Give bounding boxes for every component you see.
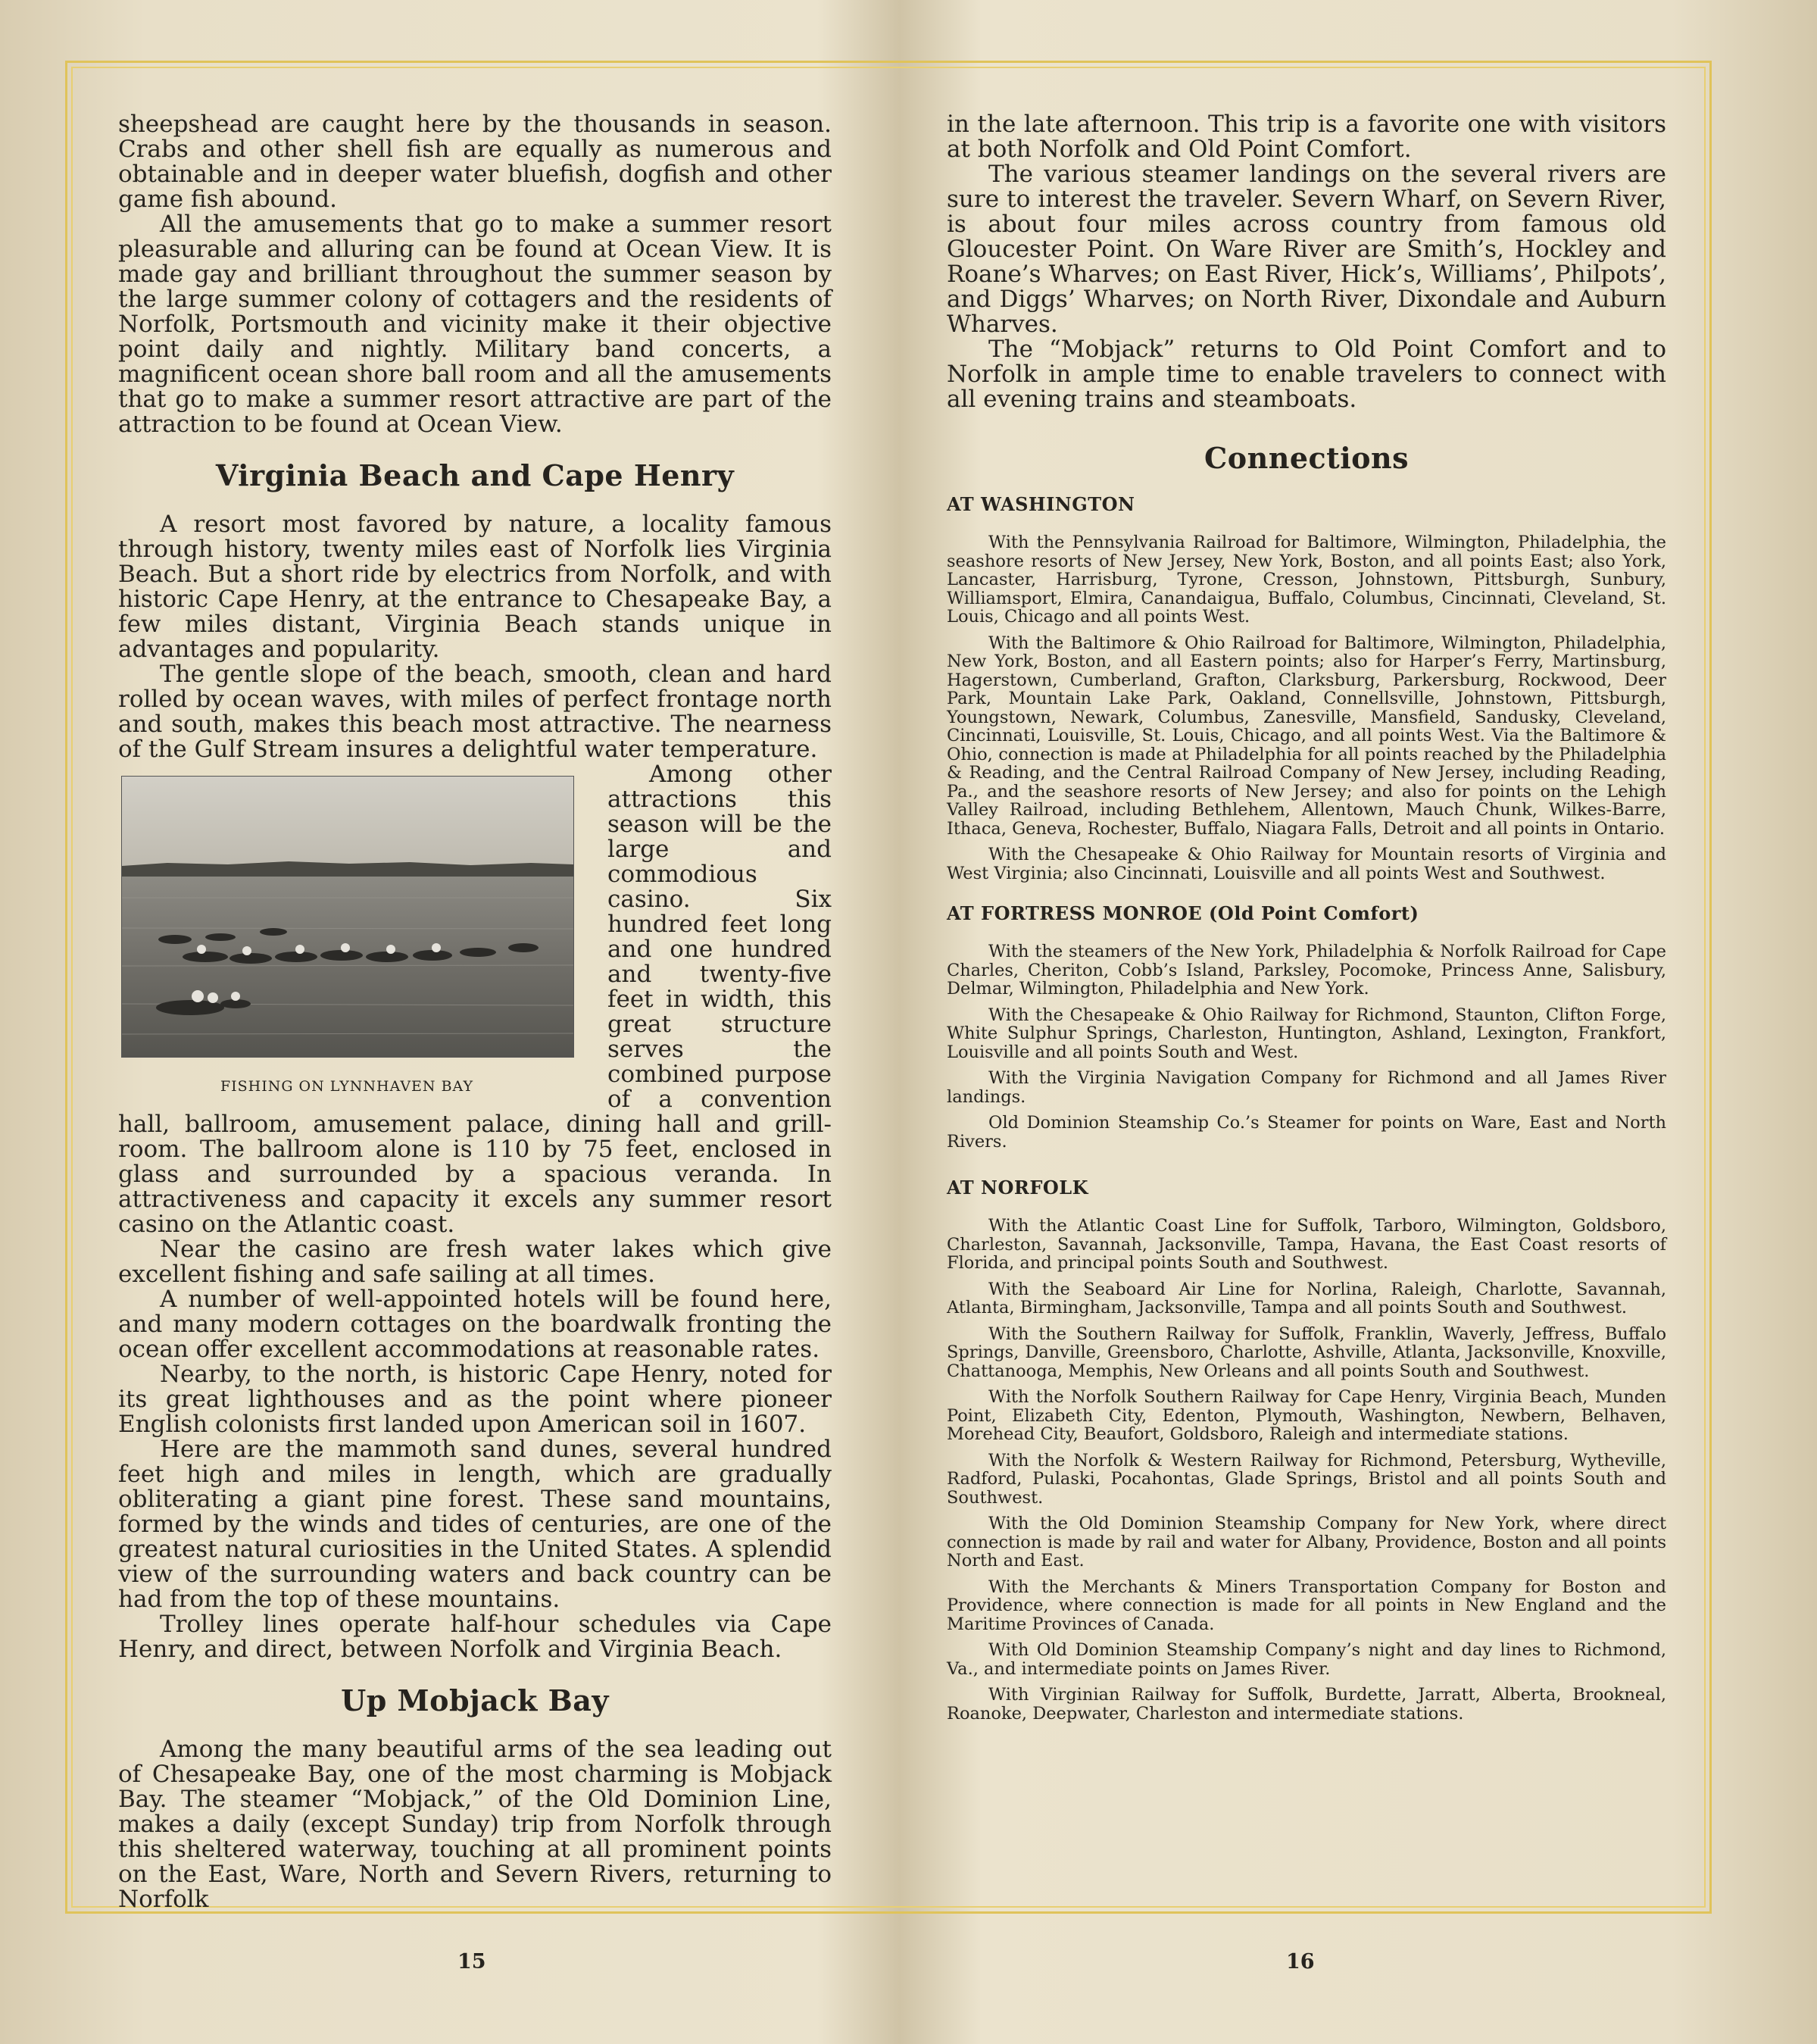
section-title-mobjack-bay: Up Mobjack Bay (341, 1683, 609, 1717)
page-number-right: 16 (1286, 1950, 1315, 1974)
connection-entry: With the Chesapeake & Ohio Railway for Richmond, Staunton, Clifton Forge, White Sulphur Springs, Charleston, Huntington, Ashland, Lexington, Frankfort, Louisville and all points South and West. (947, 1005, 1666, 1062)
heading-at-norfolk: AT NORFOLK (947, 1177, 1088, 1199)
photo-caption: FISHING ON LYNNHAVEN BAY (220, 1078, 474, 1095)
connection-entry: With the Merchants & Miners Transportation Company for Boston and Providence, where connection is made for all points in New England and the Maritime Provinces of Canada. (947, 1577, 1666, 1634)
connection-entry: With the Atlantic Coast Line for Suffolk, Tarboro, Wilmington, Goldsboro, Charleston, Savannah, Jacksonville, Tampa, Havana, the East Coast resorts of Florida, and principal points South and Southwest. (947, 1216, 1666, 1273)
connection-entry: With the steamers of the New York, Philadelphia & Norfolk Railroad for Cape Charles, Cheriton, Cobb’s Island, Parksley, Pocomoke, Princess Anne, Salisbury, Delmar, Wilmington, Philadelphia and New York. (947, 942, 1666, 999)
paragraph: Near the casino are fresh water lakes which give excellent fishing and safe sailing at all times. (118, 1236, 832, 1288)
washington-connections (947, 533, 1666, 883)
fortress-monroe-connections (947, 942, 1666, 1151)
paragraph: The “Mobjack” returns to Old Point Comfort and to Norfolk in ample time to enable travelers to connect with all evening trains and steamboats. (947, 336, 1666, 413)
paragraph: Here are the mammoth sand dunes, several hundred feet high and miles in length, which are gradually obliterating a giant pine forest. These sand mountains, formed by the winds and tides of centuries, are one of the greatest natural curiosities in the United States. A splendid view of the surrounding waters and back country can be had from the top of these mountains. (118, 1436, 832, 1613)
paragraph: Nearby, to the north, is historic Cape Henry, noted for its great lighthouses and as the point where pioneer English colonists first landed upon American soil in 1607. (118, 1361, 832, 1438)
connection-entry: With the Seaboard Air Line for Norlina, Raleigh, Charlotte, Savannah, Atlanta, Birmingham, Jacksonville, Tampa and all points South and Southwest. (947, 1279, 1666, 1317)
connection-entry: Old Dominion Steamship Co.’s Steamer for points on Ware, East and North Rivers. (947, 1113, 1666, 1152)
paragraph: The gentle slope of the beach, smooth, clean and hard rolled by ocean waves, with miles of perfect frontage north and south, makes this beach most attractive. The nearness of the Gulf Stream insures a delightful water temperature. (118, 661, 832, 763)
mobjack-section (118, 1737, 832, 1912)
heading-at-washington: AT WASHINGTON (947, 493, 1135, 515)
paragraph: Trolley lines operate half-hour schedules via Cape Henry, and direct, between Norfolk and Virginia Beach. (118, 1611, 832, 1663)
connection-entry: With the Southern Railway for Suffolk, Franklin, Waverly, Jeffress, Buffalo Springs, Danville, Greensboro, Charlotte, Ashville, Atlanta, Jacksonville, Knoxville, Chattanooga, Memphis, New Orleans and all points South and Southwest. (947, 1324, 1666, 1381)
connection-entry: With the Baltimore & Ohio Railroad for Baltimore, Wilmington, Philadelphia, New York, Boston, and all Eastern points; also for Harper’s Ferry, Martinsburg, Hagerstown, Cumberland, Grafton, Clarksburg, Parkersburg, Rockwood, Deer Park, Mountain Lake Park, Oakland, Connellsville, Johnstown, Pittsburgh, Youngstown, Newark, Columbus, Zanesville, Mansfield, Sandusky, Cleveland, Cincinnati, Louisville, St. Louis, Chicago, and all points West. Via the Baltimore & Ohio, connection is made at Philadelphia for all points reached by the Philadelphia & Reading, and the Central Railroad Company of New Jersey, including Reading, Pa., and the seashore resorts of New Jersey; and also for points on the Lehigh Valley Railroad, including Bethlehem, Allentown, Mauch Chunk, Wilkes-Barre, Ithaca, Geneva, Rochester, Buffalo, Niagara Falls, Detroit and all points in Ontario. (947, 633, 1666, 839)
connection-entry: With Old Dominion Steamship Company’s night and day lines to Richmond, Va., and intermediate points on James River. (947, 1640, 1666, 1679)
left-intro (118, 112, 832, 437)
connection-entry: With the Norfolk & Western Railway for Richmond, Petersburg, Wytheville, Radford, Pulaski, Pocahontas, Glade Springs, Bristol and all points South and Southwest. (947, 1450, 1666, 1508)
paragraph: Among the many beautiful arms of the sea leading out of Chesapeake Bay, one of the most charming is Mobjack Bay. The steamer “Mobjack,” of the Old Dominion Line, makes a daily (except Sunday) trip from Norfolk through this sheltered waterway, touching at all prominent points on the East, Ware, North and Severn Rivers, returning to Norfolk (118, 1736, 832, 1913)
paragraph: A number of well-appointed hotels will be found here, and many modern cottages on the boardwalk fronting the ocean offer excellent accommodations at reasonable rates. (118, 1286, 832, 1363)
paragraph: The various steamer landings on the several rivers are sure to interest the traveler. Severn Wharf, on Severn River, is about four miles across country from famous old Gloucester Point. On Ware River are Smith’s, Hockley and Roane’s Wharves; on East River, Hick’s, Williams’, Philpots’, and Diggs’ Wharves; on North River, Dixondale and Auburn Wharves. (947, 161, 1666, 338)
connection-entry: With the Norfolk Southern Railway for Cape Henry, Virginia Beach, Munden Point, Elizabeth City, Edenton, Plymouth, Washington, Newbern, Belhaven, Morehead City, Beaufort, Goldsboro, Raleigh and intermediate stations. (947, 1387, 1666, 1444)
connection-entry: With Virginian Railway for Suffolk, Burdette, Jarratt, Alberta, Brookneal, Roanoke, Deepwater, Charleston and intermediate stations. (947, 1685, 1666, 1724)
connection-entry: With the Pennsylvania Railroad for Baltimore, Wilmington, Philadelphia, the seashore resorts of New Jersey, New York, Boston, and all points East; also York, Lancaster, Harrisburg, Tyrone, Cresson, Johnstown, Pittsburgh, Sunbury, Williamsport, Elmira, Canandaigua, Buffalo, Columbus, Cincinnati, Cleveland, St. Louis, Chicago and all points West. (947, 533, 1666, 627)
paragraph-casino: Among other attractions this season will be the large and commodious casino. Six hundred feet long and one hundred and twenty-five feet in width, this great structure serves the combined purpose of a convention hall, ballroom, amusement palace, dining hall and grill-room. The ballroom alone is 110 by 75 feet, enclosed in glass and surrounded by a spacious veranda. In attractiveness and capacity it excels any summer resort casino on the Atlantic coast. (118, 761, 832, 1238)
paragraph: in the late afternoon. This trip is a favorite one with visitors at both Norfolk and Old Point Comfort. (947, 111, 1666, 163)
right-intro (947, 112, 1666, 412)
fishing-photo (121, 776, 574, 1058)
paragraph: All the amusements that go to make a summer resort pleasurable and alluring can be found at Ocean View. It is made gay and brilliant throughout the summer season by the large summer colony of cottagers and the residents of Norfolk, Portsmouth and vicinity make it their objective point daily and nightly. Military band concerts, a magnificent ocean shore ball room and all the amusements that go to make a summer resort attractive are part of the attraction to be found at Ocean View. (118, 211, 832, 438)
section-title-connections: Connections (1204, 441, 1409, 475)
norfolk-connections (947, 1217, 1666, 1723)
page-number-left: 15 (457, 1950, 486, 1974)
right-column (947, 112, 1666, 1723)
connection-entry: With the Virginia Navigation Company for Richmond and all James River landings. (947, 1068, 1666, 1107)
photo-figure (121, 776, 573, 1099)
virginia-beach-section (118, 512, 832, 1662)
paragraph: sheepshead are caught here by the thousands in season. Crabs and other shell fish are equally as numerous and obtainable and in deeper water bluefish, dogfish and other game fish abound. (118, 111, 832, 213)
connection-entry: With the Old Dominion Steamship Company for New York, where direct connection is made by rail and water for Albany, Providence, Boston and all points North and East. (947, 1514, 1666, 1571)
connection-entry: With the Chesapeake & Ohio Railway for Mountain resorts of Virginia and West Virginia; also Cincinnati, Louisville and all points West and Southwest. (947, 845, 1666, 883)
section-title-virginia-beach: Virginia Beach and Cape Henry (215, 458, 735, 492)
heading-at-fortress-monroe: AT FORTRESS MONROE (Old Point Comfort) (947, 902, 1419, 924)
left-column (118, 112, 832, 1912)
paragraph: A resort most favored by nature, a locality famous through history, twenty miles east of Norfolk lies Virginia Beach. But a short ride by electrics from Norfolk, and with historic Cape Henry, at the entrance to Chesapeake Bay, a few miles distant, Virginia Beach stands unique in advantages and popularity. (118, 511, 832, 663)
fishing-boats-illustration (122, 777, 573, 1057)
